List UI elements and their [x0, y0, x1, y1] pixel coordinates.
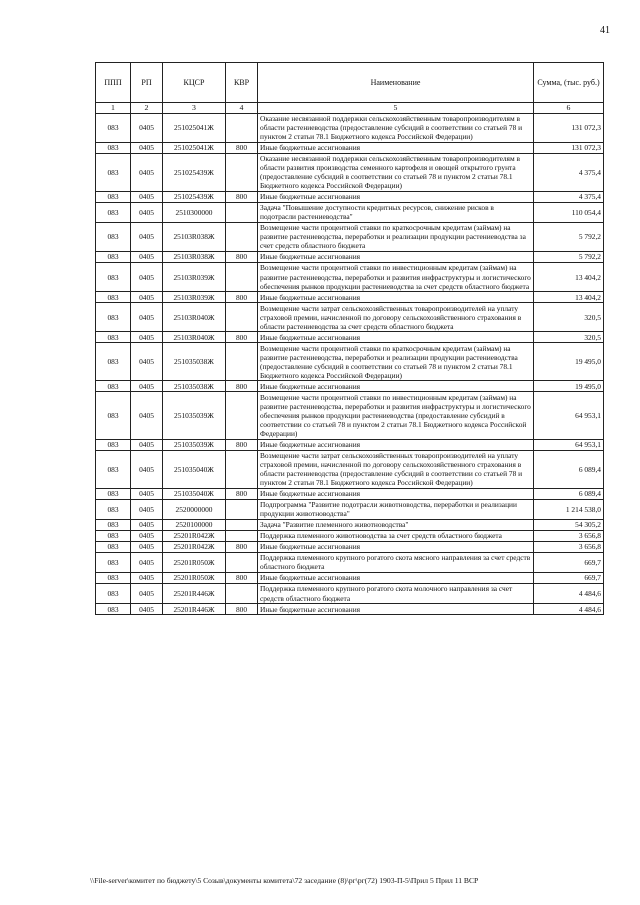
kcsr-cell: 25201R042Ж	[163, 530, 226, 541]
table-row	[96, 142, 604, 153]
table-row	[96, 332, 604, 343]
kvr-cell	[226, 552, 258, 572]
rp-cell: 0405	[131, 191, 163, 202]
name-cell: Возмещение части затрат сельскохозяйственных товаропроизводителей на уплату страховой премии, начисленной по договору сельскохозяйственного страхования в области растениеводства за счет средств областного бюджета	[258, 303, 534, 332]
kcsr-cell: 25103R039Ж	[163, 262, 226, 291]
kvr-cell	[226, 583, 258, 603]
sum-cell: 4 375,4	[534, 153, 604, 191]
kcsr-cell: 251025041Ж	[163, 142, 226, 153]
rp-cell: 0405	[131, 222, 163, 251]
ppp-cell: 083	[96, 439, 131, 450]
name-cell: Оказание несвязанной поддержки сельскохозяйственным товаропроизводителям в области развития производства семенного картофеля и овощей открытого грунта (предоставление субсидий в соответствии со статьей 78 и пунктом 2 статьи 78.1 Бюджетного кодекса Российской Федерации)	[258, 153, 534, 191]
rp-cell: 0405	[131, 541, 163, 552]
rp-cell: 0405	[131, 343, 163, 381]
ppp-cell: 083	[96, 583, 131, 603]
kcsr-cell: 25201R050Ж	[163, 552, 226, 572]
table-row	[96, 113, 604, 142]
sum-cell: 64 953,1	[534, 392, 604, 439]
kvr-cell: 800	[226, 572, 258, 583]
index-cell: 3	[163, 103, 226, 114]
table-row	[96, 439, 604, 450]
sum-cell: 3 656,8	[534, 541, 604, 552]
sum-cell: 320,5	[534, 332, 604, 343]
kvr-cell	[226, 392, 258, 439]
sum-cell: 64 953,1	[534, 439, 604, 450]
kvr-cell	[226, 222, 258, 251]
rp-cell: 0405	[131, 262, 163, 291]
rp-cell: 0405	[131, 530, 163, 541]
sum-cell: 6 089,4	[534, 450, 604, 488]
name-cell: Иные бюджетные ассигнования	[258, 251, 534, 262]
table-row	[96, 292, 604, 303]
kcsr-cell: 25103R038Ж	[163, 222, 226, 251]
name-cell: Иные бюджетные ассигнования	[258, 332, 534, 343]
index-cell: 2	[131, 103, 163, 114]
table-row	[96, 583, 604, 603]
table-row	[96, 604, 604, 615]
sum-cell: 19 495,0	[534, 343, 604, 381]
kcsr-cell: 25103R039Ж	[163, 292, 226, 303]
name-cell: Подпрограмма "Развитие подотрасли животноводства, переработки и реализации продукции животноводства"	[258, 499, 534, 519]
rp-cell: 0405	[131, 303, 163, 332]
ppp-cell: 083	[96, 113, 131, 142]
rp-cell: 0405	[131, 572, 163, 583]
table-row	[96, 202, 604, 222]
kvr-cell	[226, 113, 258, 142]
ppp-cell: 083	[96, 142, 131, 153]
table-row	[96, 303, 604, 332]
ppp-cell: 083	[96, 332, 131, 343]
kvr-cell: 800	[226, 439, 258, 450]
name-cell: Иные бюджетные ассигнования	[258, 381, 534, 392]
name-cell: Иные бюджетные ассигнования	[258, 191, 534, 202]
rp-cell: 0405	[131, 499, 163, 519]
kvr-cell	[226, 530, 258, 541]
kvr-cell: 800	[226, 292, 258, 303]
kvr-cell: 800	[226, 381, 258, 392]
rp-cell: 0405	[131, 439, 163, 450]
kcsr-cell: 251035039Ж	[163, 439, 226, 450]
kvr-cell: 800	[226, 604, 258, 615]
table-row	[96, 450, 604, 488]
name-cell: Иные бюджетные ассигнования	[258, 488, 534, 499]
col-header-ppp: ППП	[96, 63, 131, 103]
kcsr-cell: 251035039Ж	[163, 392, 226, 439]
ppp-cell: 083	[96, 292, 131, 303]
rp-cell: 0405	[131, 113, 163, 142]
sum-cell: 5 792,2	[534, 222, 604, 251]
kcsr-cell: 251035038Ж	[163, 381, 226, 392]
ppp-cell: 083	[96, 381, 131, 392]
table-row	[96, 572, 604, 583]
kcsr-cell: 25201R446Ж	[163, 604, 226, 615]
kvr-cell: 800	[226, 541, 258, 552]
ppp-cell: 083	[96, 251, 131, 262]
kcsr-cell: 251025041Ж	[163, 113, 226, 142]
table-row	[96, 262, 604, 291]
ppp-cell: 083	[96, 222, 131, 251]
sum-cell: 131 072,3	[534, 142, 604, 153]
ppp-cell: 083	[96, 519, 131, 530]
rp-cell: 0405	[131, 251, 163, 262]
kvr-cell: 800	[226, 142, 258, 153]
table-row	[96, 381, 604, 392]
col-header-name: Наименование	[258, 63, 534, 103]
name-cell: Иные бюджетные ассигнования	[258, 292, 534, 303]
sum-cell: 3 656,8	[534, 530, 604, 541]
ppp-cell: 083	[96, 499, 131, 519]
table-row	[96, 519, 604, 530]
kcsr-cell: 25103R040Ж	[163, 332, 226, 343]
budget-table	[95, 62, 604, 615]
rp-cell: 0405	[131, 153, 163, 191]
rp-cell: 0405	[131, 381, 163, 392]
name-cell: Задача "Повышение доступности кредитных ресурсов, снижение рисков в подотрасли растениеводства"	[258, 202, 534, 222]
name-cell: Иные бюджетные ассигнования	[258, 572, 534, 583]
sum-cell: 54 305,2	[534, 519, 604, 530]
ppp-cell: 083	[96, 392, 131, 439]
name-cell: Поддержка племенного животноводства за счет средств областного бюджета	[258, 530, 534, 541]
index-cell: 6	[534, 103, 604, 114]
kvr-cell: 800	[226, 191, 258, 202]
col-header-rp: РП	[131, 63, 163, 103]
kcsr-cell: 2520100000	[163, 519, 226, 530]
sum-cell: 320,5	[534, 303, 604, 332]
sum-cell: 4 375,4	[534, 191, 604, 202]
kcsr-cell: 2510300000	[163, 202, 226, 222]
kcsr-cell: 25201R446Ж	[163, 583, 226, 603]
table-row	[96, 552, 604, 572]
kvr-cell	[226, 153, 258, 191]
kvr-cell: 800	[226, 332, 258, 343]
rp-cell: 0405	[131, 519, 163, 530]
table-row	[96, 222, 604, 251]
sum-cell: 1 214 538,0	[534, 499, 604, 519]
name-cell: Задача "Развитие племенного животноводства"	[258, 519, 534, 530]
sum-cell: 6 089,4	[534, 488, 604, 499]
kvr-cell: 800	[226, 251, 258, 262]
page-number: 41	[600, 25, 610, 36]
sum-cell: 669,7	[534, 572, 604, 583]
ppp-cell: 083	[96, 541, 131, 552]
kvr-cell	[226, 519, 258, 530]
table-row	[96, 343, 604, 381]
rp-cell: 0405	[131, 292, 163, 303]
rp-cell: 0405	[131, 142, 163, 153]
table-row	[96, 530, 604, 541]
ppp-cell: 083	[96, 191, 131, 202]
table-row	[96, 392, 604, 439]
kcsr-cell: 25103R038Ж	[163, 251, 226, 262]
name-cell: Возмещение части затрат сельскохозяйственных товаропроизводителей на уплату страховой премии, начисленной по договору сельскохозяйственного страхования в области растениеводства (предоставление субсидий в соответствии со статьей 78 и пунктом 2 статьи 78.1 Бюджетного кодекса Российской Федерации)	[258, 450, 534, 488]
file-path-footer: \\File-server\комитет по бюджету\5 Созыв\документы комитета\72 заседание (8)\рг\рг(72) 1903-П-5\Прил 5 Прил 11 ВСР	[90, 876, 479, 885]
name-cell: Поддержка племенного крупного рогатого скота мясного направления за счет средств областного бюджета	[258, 552, 534, 572]
ppp-cell: 083	[96, 450, 131, 488]
ppp-cell: 083	[96, 202, 131, 222]
kcsr-cell: 251025439Ж	[163, 153, 226, 191]
sum-cell: 131 072,3	[534, 113, 604, 142]
ppp-cell: 083	[96, 343, 131, 381]
ppp-cell: 083	[96, 488, 131, 499]
index-cell: 1	[96, 103, 131, 114]
kcsr-cell: 251035040Ж	[163, 488, 226, 499]
name-cell: Возмещение части процентной ставки по инвестиционным кредитам (займам) на развитие растениеводства, переработки и развития инфраструктуры и логистического обеспечения рынков продукции растениеводства за счет средств областного бюджета	[258, 262, 534, 291]
sum-cell: 669,7	[534, 552, 604, 572]
name-cell: Иные бюджетные ассигнования	[258, 439, 534, 450]
rp-cell: 0405	[131, 202, 163, 222]
kcsr-cell: 25201R050Ж	[163, 572, 226, 583]
name-cell: Поддержка племенного крупного рогатого скота молочного направления за счет средств областного бюджета	[258, 583, 534, 603]
rp-cell: 0405	[131, 583, 163, 603]
col-header-kvr: КВР	[226, 63, 258, 103]
sum-cell: 4 484,6	[534, 604, 604, 615]
kvr-cell	[226, 303, 258, 332]
name-cell: Иные бюджетные ассигнования	[258, 541, 534, 552]
ppp-cell: 083	[96, 153, 131, 191]
kvr-cell	[226, 202, 258, 222]
sum-cell: 19 495,0	[534, 381, 604, 392]
col-header-kcsr: КЦСР	[163, 63, 226, 103]
ppp-cell: 083	[96, 530, 131, 541]
table-row	[96, 488, 604, 499]
name-cell: Оказание несвязанной поддержки сельскохозяйственным товаропроизводителям в области растениеводства (предоставление субсидий в соответствии со статьей 78 и пунктом 2 статьи 78.1 Бюджетного кодекса Российской Федерации)	[258, 113, 534, 142]
sum-cell: 13 404,2	[534, 292, 604, 303]
kcsr-cell: 25103R040Ж	[163, 303, 226, 332]
name-cell: Возмещение части процентной ставки по краткосрочным кредитам (займам) на развитие растениеводства, переработки и реализации продукции растениеводства за счет средств областного бюджета	[258, 222, 534, 251]
kcsr-cell: 25201R042Ж	[163, 541, 226, 552]
rp-cell: 0405	[131, 450, 163, 488]
table-body	[96, 103, 604, 615]
table-row	[96, 541, 604, 552]
kvr-cell	[226, 262, 258, 291]
table-row	[96, 153, 604, 191]
rp-cell: 0405	[131, 552, 163, 572]
table-row	[96, 499, 604, 519]
kvr-cell	[226, 450, 258, 488]
index-cell: 5	[258, 103, 534, 114]
kcsr-cell: 251035038Ж	[163, 343, 226, 381]
kvr-cell	[226, 499, 258, 519]
rp-cell: 0405	[131, 332, 163, 343]
index-cell: 4	[226, 103, 258, 114]
name-cell: Возмещение части процентной ставки по инвестиционным кредитам (займам) на развитие растениеводства, переработки и развития инфраструктуры и логистического обеспечения рынков продукции растениеводства (предоставление субсидий в соответствии со статьей 78 и пунктом 2 статьи 78.1 Бюджетного кодекса Российской Федерации)	[258, 392, 534, 439]
rp-cell: 0405	[131, 488, 163, 499]
kcsr-cell: 2520000000	[163, 499, 226, 519]
sum-cell: 5 792,2	[534, 251, 604, 262]
ppp-cell: 083	[96, 604, 131, 615]
sum-cell: 13 404,2	[534, 262, 604, 291]
ppp-cell: 083	[96, 572, 131, 583]
table-header-row	[96, 63, 604, 103]
sum-cell: 110 054,4	[534, 202, 604, 222]
kvr-cell: 800	[226, 488, 258, 499]
col-header-sum: Сумма, (тыс. руб.)	[534, 63, 604, 103]
column-index-row	[96, 103, 604, 114]
name-cell: Иные бюджетные ассигнования	[258, 142, 534, 153]
table-row	[96, 251, 604, 262]
kcsr-cell: 251035040Ж	[163, 450, 226, 488]
kcsr-cell: 251025439Ж	[163, 191, 226, 202]
name-cell: Иные бюджетные ассигнования	[258, 604, 534, 615]
ppp-cell: 083	[96, 262, 131, 291]
ppp-cell: 083	[96, 552, 131, 572]
table-row	[96, 191, 604, 202]
sum-cell: 4 484,6	[534, 583, 604, 603]
rp-cell: 0405	[131, 604, 163, 615]
rp-cell: 0405	[131, 392, 163, 439]
kvr-cell	[226, 343, 258, 381]
name-cell: Возмещение части процентной ставки по краткосрочным кредитам (займам) на развитие растениеводства, переработки и реализации продукции растениеводства (предоставление субсидий в соответствии со статьей 78 и пунктом 2 статьи 78.1 Бюджетного кодекса Российской Федерации)	[258, 343, 534, 381]
ppp-cell: 083	[96, 303, 131, 332]
